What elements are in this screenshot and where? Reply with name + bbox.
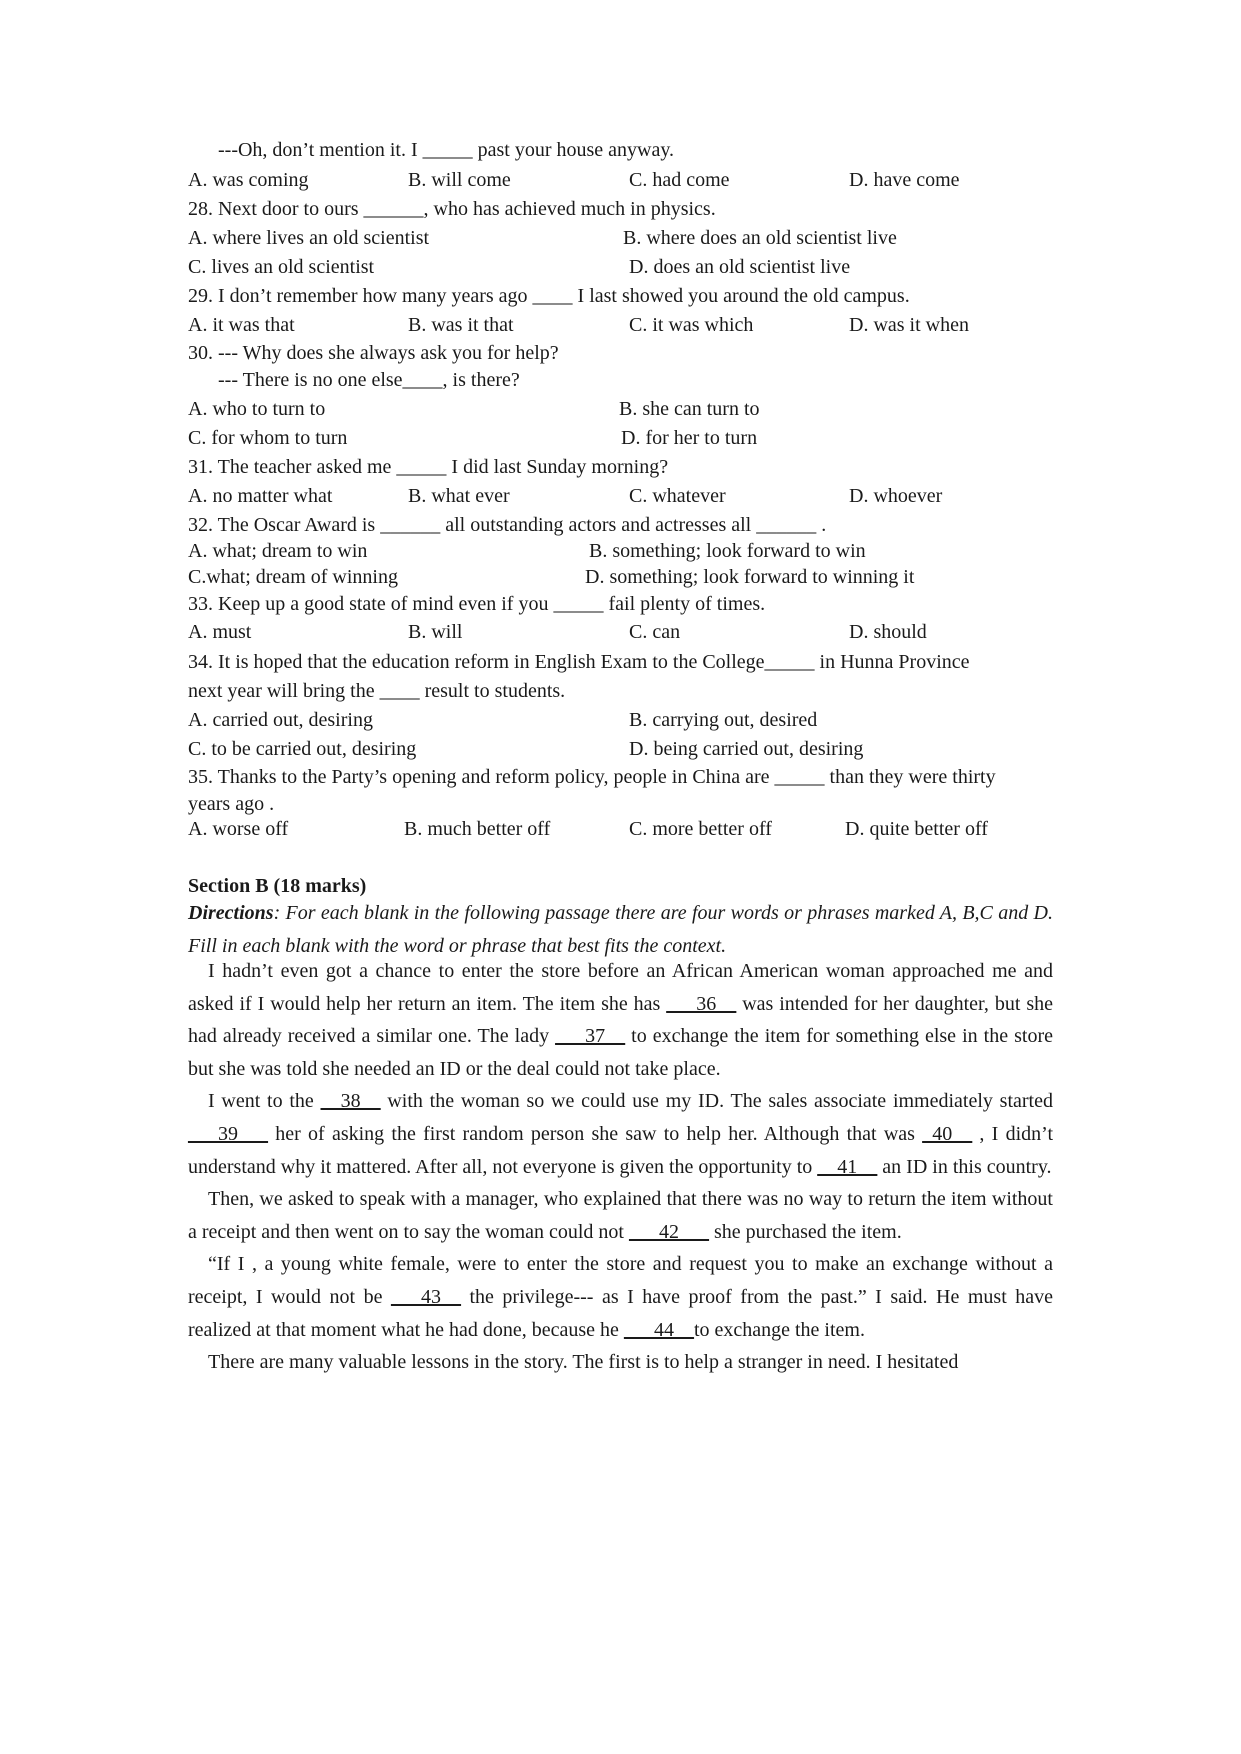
section-b-heading: Section B (18 marks) bbox=[188, 875, 367, 897]
question-34-stem-cont: next year will bring the ____ result to students. bbox=[188, 680, 566, 702]
paragraph-4: “If I , a young white female, were to enter the store and request you to make an exchange without a receipt, I would not be ___43__ the privilege--- as I have proof from the past.” I said. He must have realized at that moment what he had done, because he ___44__to exchange the item. bbox=[188, 1253, 1053, 1341]
option-c: C. for whom to turn bbox=[188, 427, 348, 449]
question-35-stem-cont: years ago . bbox=[188, 793, 275, 815]
option-a: A. who to turn to bbox=[188, 398, 326, 420]
option-d: D. for her to turn bbox=[621, 427, 758, 449]
paragraph-1: I hadn’t even got a chance to enter the store before an African American woman approached me and asked if I would help her return an item. The item she has ___36__ was intended for her daughter, but she had already received a similar one. The lady ___37__ to exchange the item for something else in the store but she was told she needed an ID or the deal could not take place. bbox=[188, 960, 1053, 1080]
paragraph-5: There are many valuable lessons in the story. The first is to help a stranger in need. I hesitated bbox=[208, 1351, 959, 1374]
option-c: C. had come bbox=[629, 169, 730, 191]
question-31-stem: 31. The teacher asked me _____ I did last Sunday morning? bbox=[188, 456, 669, 478]
blank-36: ___36__ bbox=[666, 992, 737, 1015]
question-35-stem: 35. Thanks to the Party’s opening and reform policy, people in China are _____ than they were thirty bbox=[188, 766, 996, 788]
option-c: C. more better off bbox=[629, 818, 772, 840]
blank-42: ___42___ bbox=[629, 1220, 709, 1243]
option-b: B. she can turn to bbox=[619, 398, 760, 420]
option-c: C. to be carried out, desiring bbox=[188, 738, 417, 760]
question-30-stem-reply: --- There is no one else____, is there? bbox=[218, 369, 520, 391]
option-d: D. was it when bbox=[849, 314, 969, 336]
option-b: B. much better off bbox=[404, 818, 551, 840]
option-c: C. it was which bbox=[629, 314, 754, 336]
option-d: D. should bbox=[849, 621, 927, 643]
option-a: A. must bbox=[188, 621, 252, 643]
option-a: A. carried out, desiring bbox=[188, 709, 373, 731]
option-b: B. will come bbox=[408, 169, 511, 191]
question-28-stem: 28. Next door to ours ______, who has achieved much in physics. bbox=[188, 198, 716, 220]
option-a: A. worse off bbox=[188, 818, 289, 840]
option-c: C.what; dream of winning bbox=[188, 566, 398, 588]
option-b: B. what ever bbox=[408, 485, 510, 507]
option-d: D. being carried out, desiring bbox=[629, 738, 864, 760]
question-34-stem: 34. It is hoped that the education reform in English Exam to the College_____ in Hunna Province bbox=[188, 651, 970, 673]
passage bbox=[188, 955, 1053, 1379]
blank-41: __41__ bbox=[817, 1155, 878, 1178]
option-c: C. lives an old scientist bbox=[188, 256, 375, 278]
option-c: C. whatever bbox=[629, 485, 726, 507]
option-a: A. where lives an old scientist bbox=[188, 227, 430, 249]
option-d: D. have come bbox=[849, 169, 960, 191]
directions-label: Directions bbox=[188, 902, 274, 924]
option-d: D. whoever bbox=[849, 485, 943, 507]
option-d: D. does an old scientist live bbox=[629, 256, 851, 278]
option-b: B. was it that bbox=[408, 314, 514, 336]
option-b: B. something; look forward to win bbox=[589, 540, 866, 562]
option-a: A. no matter what bbox=[188, 485, 333, 507]
question-33-stem: 33. Keep up a good state of mind even if you _____ fail plenty of times. bbox=[188, 593, 766, 615]
paragraph-2: I went to the __38__ with the woman so we could use my ID. The sales associate immediately started ___39___ her of asking the first random person she saw to help her. Although that was _40__ , I didn’t understand why it mattered. After all, not everyone is given the opportunity to __41__ an ID in this country. bbox=[188, 1090, 1054, 1178]
option-c: C. can bbox=[629, 621, 681, 643]
section-b-directions bbox=[188, 897, 1053, 963]
paragraph-3: Then, we asked to speak with a manager, who explained that there was no way to return the item without a receipt and then went on to say the woman could not ___42___ she purchased the item. bbox=[188, 1188, 1053, 1243]
option-a: A. was coming bbox=[188, 169, 309, 191]
blank-37: ___37__ bbox=[555, 1025, 626, 1048]
option-a: A. it was that bbox=[188, 314, 295, 336]
option-b: B. carrying out, desired bbox=[629, 709, 818, 731]
blank-39: ___39___ bbox=[188, 1122, 268, 1145]
directions-text: : For each blank in the following passage there are four words or phrases marked A, B,C and D. Fill in each blank with the word or phrase that best fits the context. bbox=[188, 902, 1053, 957]
question-29-stem: 29. I don’t remember how many years ago ____ I last showed you around the old campus. bbox=[188, 285, 910, 307]
blank-38: __38__ bbox=[320, 1090, 381, 1113]
question-32-stem: 32. The Oscar Award is ______ all outstanding actors and actresses all ______ . bbox=[188, 514, 827, 536]
option-b: B. will bbox=[408, 621, 463, 643]
blank-43: ___43__ bbox=[390, 1285, 461, 1308]
question-30-stem: 30. --- Why does she always ask you for help? bbox=[188, 342, 559, 364]
blank-44: ___44__ bbox=[623, 1318, 694, 1341]
option-a: A. what; dream to win bbox=[188, 540, 368, 562]
option-b: B. where does an old scientist live bbox=[623, 227, 897, 249]
question-27-reply: ---Oh, don’t mention it. I _____ past your house anyway. bbox=[218, 139, 675, 161]
option-d: D. something; look forward to winning it bbox=[585, 566, 915, 588]
option-d: D. quite better off bbox=[845, 818, 988, 840]
blank-40: _40__ bbox=[922, 1122, 973, 1145]
